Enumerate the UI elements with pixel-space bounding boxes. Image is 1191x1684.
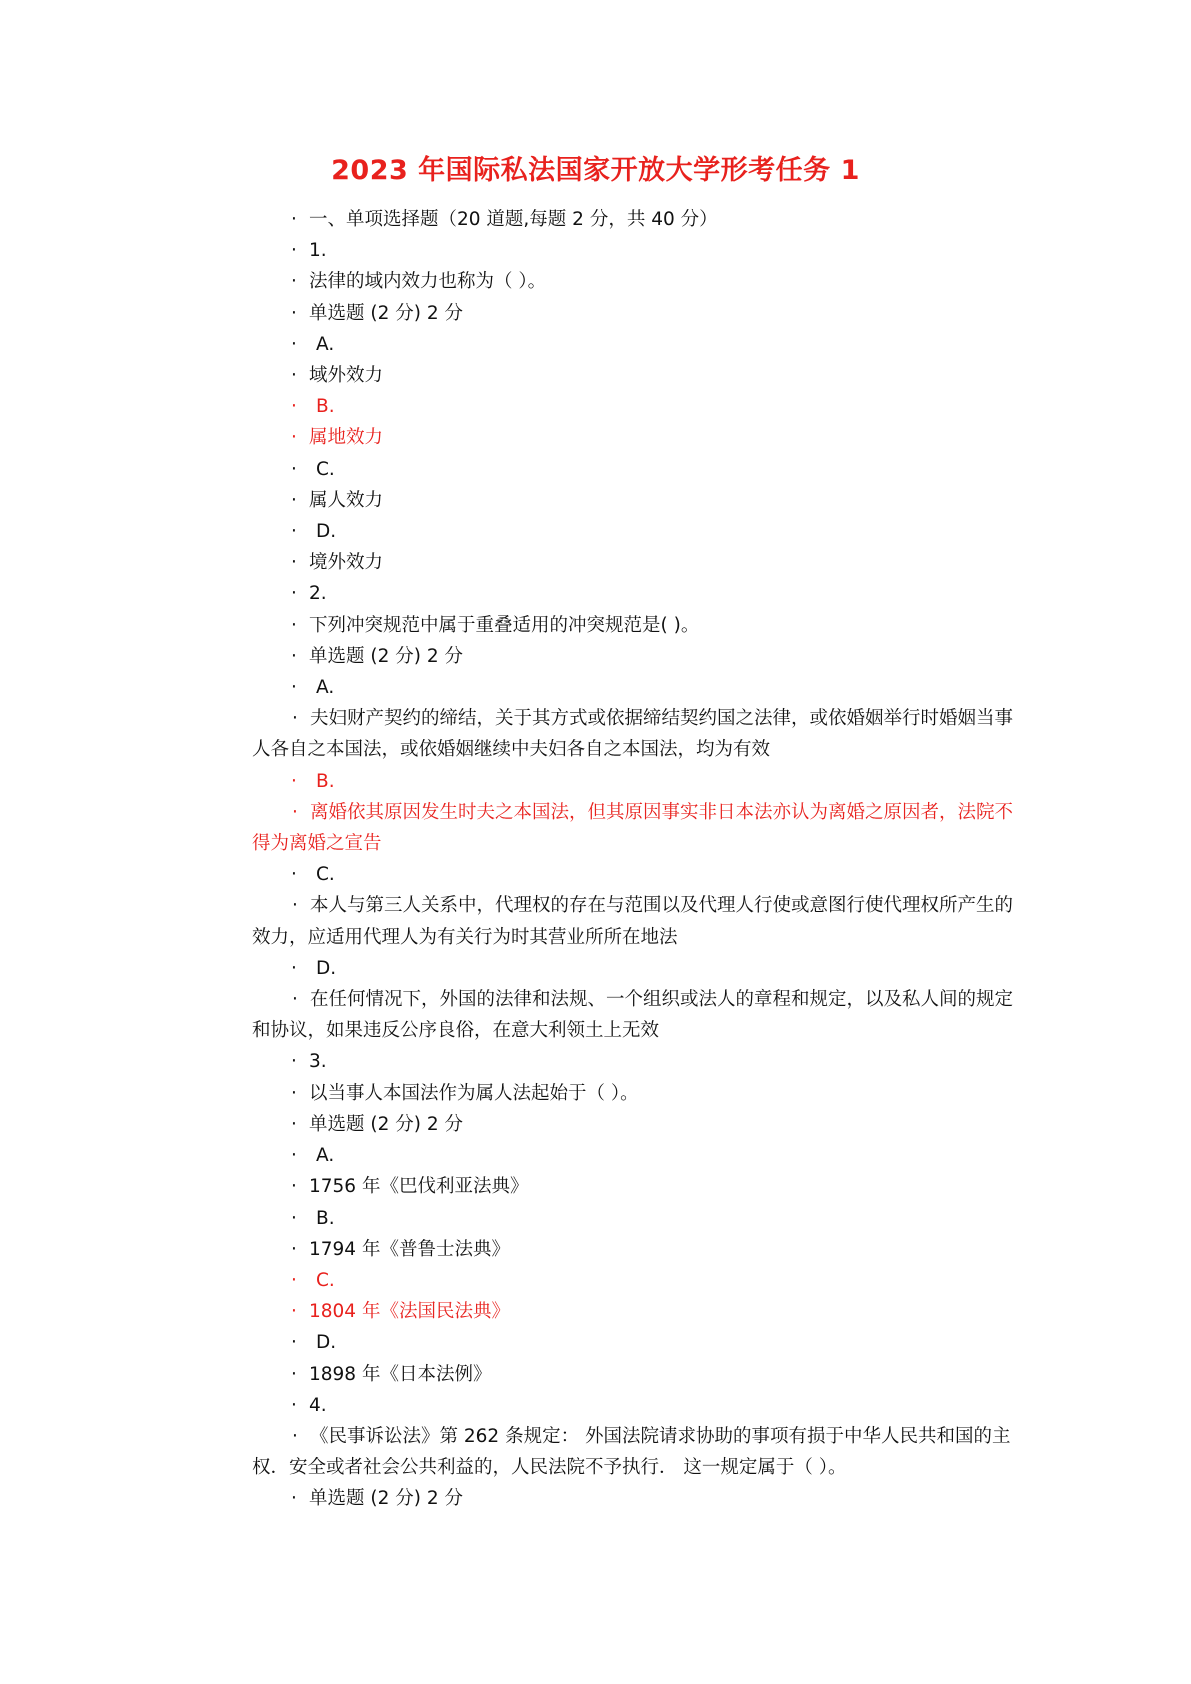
option-letter [252, 953, 1022, 984]
question-type [252, 1109, 1022, 1140]
option-text: 域外效力 [309, 365, 384, 387]
bullet-dot-icon: · [292, 1425, 298, 1447]
correct-answer-option [252, 797, 1022, 859]
question-stem-text: 《民事诉讼法》第 262 条规定： 外国法院请求协助的事项有损于中华人民共和国的主权．安全或者社会公共利益的，人民法院不予执行． 这一规定属于（ ）。 [252, 1425, 1011, 1479]
answer-option [252, 1359, 1022, 1390]
question-stem [252, 266, 1022, 297]
option-text: 本人与第三人关系中，代理权的存在与范围以及代理人行使或意图行使代理权所产生的效力，应适用代理人为有关行为时其营业所所在地法 [252, 895, 1014, 948]
answer-option [252, 703, 1022, 765]
bullet-dot-icon: · [291, 583, 297, 605]
option-letter [252, 672, 1022, 703]
question-number [252, 1046, 1022, 1077]
option-letter-text: D. [316, 957, 337, 979]
question-stem-text: 以当事人本国法作为属人法起始于（ ）。 [309, 1082, 639, 1104]
question-number-text: 2. [309, 583, 327, 605]
bullet-dot-icon: · [291, 770, 297, 792]
answer-option [252, 1234, 1022, 1265]
bullet-dot-icon: · [292, 708, 298, 730]
option-text: 夫妇财产契约的缔结，关于其方式或依据缔结契约国之法律，或依婚姻举行时婚姻当事人各自之本国法，或依婚姻继续中夫妇各自之本国法，均为有效 [252, 708, 1014, 761]
question-number [252, 1390, 1022, 1421]
bullet-dot-icon: · [291, 396, 297, 418]
bullet-dot-icon: · [291, 864, 297, 886]
option-letter [252, 454, 1022, 485]
option-letter [252, 516, 1022, 547]
question-type-text: 单选题 (2 分) 2 分 [309, 302, 463, 324]
bullet-dot-icon: · [292, 989, 298, 1011]
option-text: 属人效力 [309, 489, 384, 511]
bullet-dot-icon: · [291, 1145, 297, 1167]
question-stem-text: 下列冲突规范中属于重叠适用的冲突规范是( )。 [309, 614, 700, 636]
option-letter-text: C. [316, 864, 335, 886]
option-letter [252, 329, 1022, 360]
option-letter [252, 1265, 1022, 1296]
bullet-dot-icon: · [291, 1332, 297, 1354]
option-text: 1794 年《普鲁士法典》 [309, 1238, 510, 1260]
option-letter [252, 1203, 1022, 1234]
question-number [252, 578, 1022, 609]
bullet-dot-icon: · [291, 957, 297, 979]
section-header [252, 204, 1022, 235]
document-title: 2023 年国际私法国家开放大学形考任务 1 [331, 155, 860, 186]
option-text: 属地效力 [309, 427, 384, 449]
question-type-text: 单选题 (2 分) 2 分 [309, 645, 463, 667]
bullet-dot-icon: · [291, 1394, 297, 1416]
question-stem-text: 法律的域内效力也称为（ ）。 [309, 271, 547, 293]
option-letter-text: D. [316, 521, 337, 543]
answer-option [252, 485, 1022, 516]
option-text: 在任何情况下，外国的法律和法规、一个组织或法人的章程和规定，以及私人间的规定和协议，如果违反公序良俗，在意大利领土上无效 [252, 989, 1014, 1042]
bullet-dot-icon: · [291, 333, 297, 355]
option-letter-text: B. [316, 770, 335, 792]
question-number-text: 3. [309, 1051, 327, 1073]
question-number-text: 1. [309, 240, 327, 262]
question-stem [252, 1421, 1022, 1483]
option-letter [252, 859, 1022, 890]
option-letter-text: A. [316, 1145, 335, 1167]
question-type [252, 641, 1022, 672]
option-text: 离婚依其原因发生时夫之本国法，但其原因事实非日本法亦认为离婚之原因者，法院不得为离婚之宣告 [252, 801, 1014, 855]
bullet-dot-icon: · [291, 677, 297, 699]
bullet-dot-icon: · [291, 458, 297, 480]
question-stem [252, 610, 1022, 641]
option-letter-text: A. [316, 333, 335, 355]
bullet-dot-icon: · [291, 365, 297, 387]
bullet-dot-icon: · [291, 1238, 297, 1260]
question-number-text: 4. [309, 1394, 327, 1416]
question-list [252, 204, 1022, 1515]
answer-option [252, 1171, 1022, 1202]
bullet-dot-icon: · [291, 552, 297, 574]
bullet-dot-icon: · [291, 427, 297, 449]
bullet-dot-icon: · [291, 1113, 297, 1135]
question-type [252, 298, 1022, 329]
option-letter [252, 1327, 1022, 1358]
bullet-dot-icon: · [291, 1363, 297, 1385]
bullet-dot-icon: · [291, 614, 297, 636]
correct-answer-option [252, 422, 1022, 453]
option-letter [252, 766, 1022, 797]
question-type-text: 单选题 (2 分) 2 分 [309, 1488, 463, 1510]
bullet-dot-icon: · [291, 1082, 297, 1104]
option-letter [252, 1140, 1022, 1171]
bullet-dot-icon: · [291, 209, 297, 230]
bullet-dot-icon: · [292, 801, 298, 823]
question-number [252, 235, 1022, 266]
option-letter-text: B. [316, 1207, 335, 1229]
answer-option [252, 984, 1022, 1046]
option-text: 1898 年《日本法例》 [309, 1363, 492, 1385]
answer-option [252, 890, 1022, 952]
bullet-dot-icon: · [291, 1176, 297, 1198]
bullet-dot-icon: · [292, 895, 298, 917]
question-type [252, 1483, 1022, 1514]
bullet-dot-icon: · [291, 302, 297, 324]
bullet-dot-icon: · [291, 1051, 297, 1073]
option-letter-text: A. [316, 677, 335, 699]
bullet-dot-icon: · [291, 521, 297, 543]
option-text: 境外效力 [309, 552, 384, 574]
question-stem [252, 1078, 1022, 1109]
option-letter-text: C. [316, 458, 335, 480]
bullet-dot-icon: · [291, 1301, 297, 1323]
answer-option [252, 360, 1022, 391]
correct-answer-option [252, 1296, 1022, 1327]
bullet-dot-icon: · [291, 645, 297, 667]
bullet-dot-icon: · [291, 489, 297, 511]
option-letter [252, 391, 1022, 422]
bullet-dot-icon: · [291, 1488, 297, 1510]
bullet-dot-icon: · [291, 1207, 297, 1229]
bullet-dot-icon: · [291, 240, 297, 262]
question-type-text: 单选题 (2 分) 2 分 [309, 1113, 463, 1135]
option-text: 1756 年《巴伐利亚法典》 [309, 1176, 529, 1198]
option-letter-text: B. [316, 396, 335, 418]
bullet-dot-icon: · [291, 271, 297, 293]
answer-option [252, 547, 1022, 578]
option-text: 1804 年《法国民法典》 [309, 1301, 510, 1323]
bullet-dot-icon: · [291, 1269, 297, 1291]
option-letter-text: C. [316, 1269, 335, 1291]
option-letter-text: D. [316, 1332, 337, 1354]
section-header-text: 一、单项选择题（20 道题,每题 2 分，共 40 分） [309, 209, 718, 230]
